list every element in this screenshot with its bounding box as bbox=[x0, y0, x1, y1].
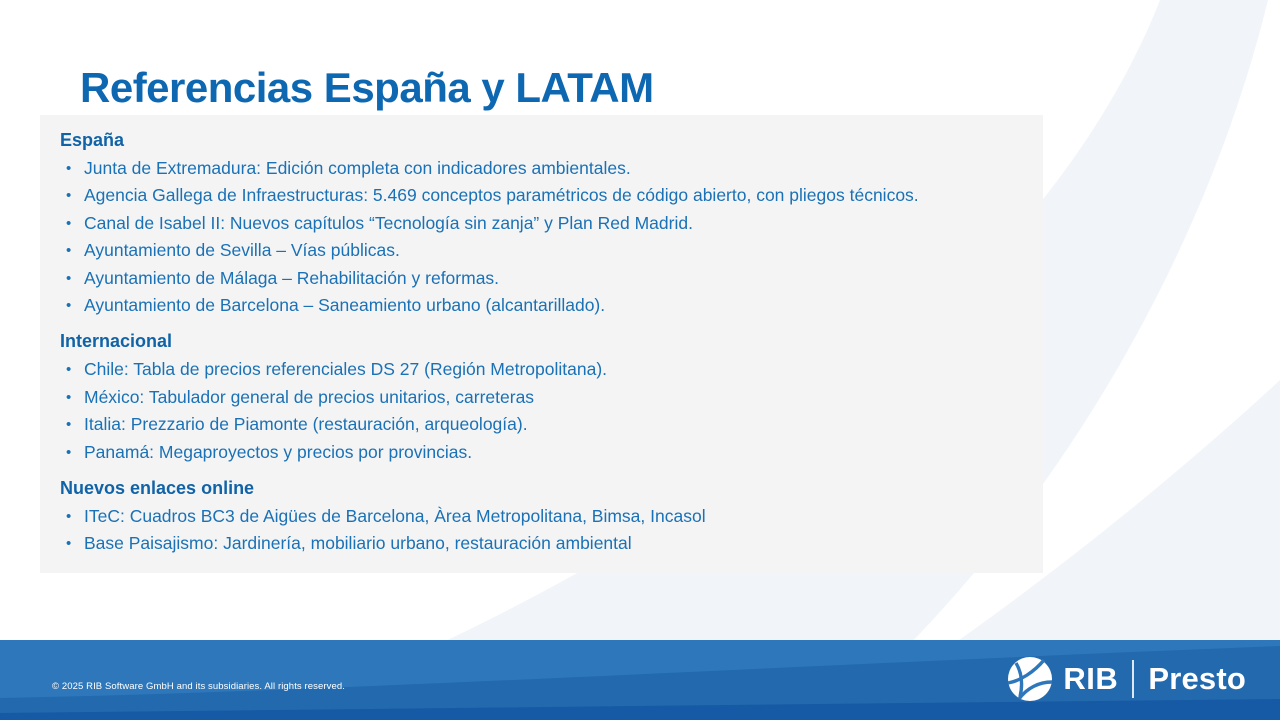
list-item: • Chile: Tabla de precios referenciales DS 27 (Región Metropolitana). bbox=[66, 356, 1023, 383]
list-item: • Ayuntamiento de Barcelona – Saneamiento urbano (alcantarillado). bbox=[66, 292, 1023, 319]
page-title: Referencias España y LATAM bbox=[80, 64, 654, 112]
copyright-text: © 2025 RIB Software GmbH and its subsidiaries. All rights reserved. bbox=[52, 681, 346, 692]
list-item: • Italia: Prezzario de Piamonte (restauración, arqueología). bbox=[66, 411, 1023, 438]
section-heading: Internacional bbox=[60, 331, 173, 352]
list-item: • ITeC: Cuadros BC3 de Aigües de Barcelona, Àrea Metropolitana, Bimsa, Incasol bbox=[66, 503, 1023, 530]
list-item: • Canal de Isabel II: Nuevos capítulos “Tecnología sin zanja” y Plan Red Madrid. bbox=[66, 210, 1023, 237]
section bbox=[60, 329, 1023, 466]
list-item: • Panamá: Megaproyectos y precios por provincias. bbox=[66, 439, 1023, 466]
section-list bbox=[60, 155, 1023, 319]
section bbox=[60, 128, 1023, 319]
brand-product-name: Presto bbox=[1148, 661, 1246, 696]
footer bbox=[0, 640, 1280, 720]
section-list bbox=[60, 356, 1023, 466]
section bbox=[60, 476, 1023, 558]
section-heading: España bbox=[60, 130, 125, 150]
brand-divider bbox=[1132, 660, 1134, 698]
list-item: • Junta de Extremadura: Edición completa con indicadores ambientales. bbox=[66, 155, 1023, 182]
list-item: • México: Tabulador general de precios unitarios, carreteras bbox=[66, 384, 1023, 411]
brand-company-name: RIB bbox=[1063, 661, 1119, 696]
list-item: • Ayuntamiento de Málaga – Rehabilitación y reformas. bbox=[66, 265, 1023, 292]
rib-globe-icon bbox=[1007, 656, 1053, 702]
brand-logo bbox=[1007, 654, 1246, 704]
section-list bbox=[60, 503, 1023, 558]
list-item: • Base Paisajismo: Jardinería, mobiliario urbano, restauración ambiental bbox=[66, 530, 1023, 557]
content-box bbox=[40, 115, 1043, 573]
list-item: • Agencia Gallega de Infraestructuras: 5.469 conceptos paramétricos de código abierto, con pliegos técnicos. bbox=[66, 182, 1023, 209]
list-item: • Ayuntamiento de Sevilla – Vías públicas. bbox=[66, 237, 1023, 264]
section-heading: Nuevos enlaces online bbox=[60, 478, 255, 499]
